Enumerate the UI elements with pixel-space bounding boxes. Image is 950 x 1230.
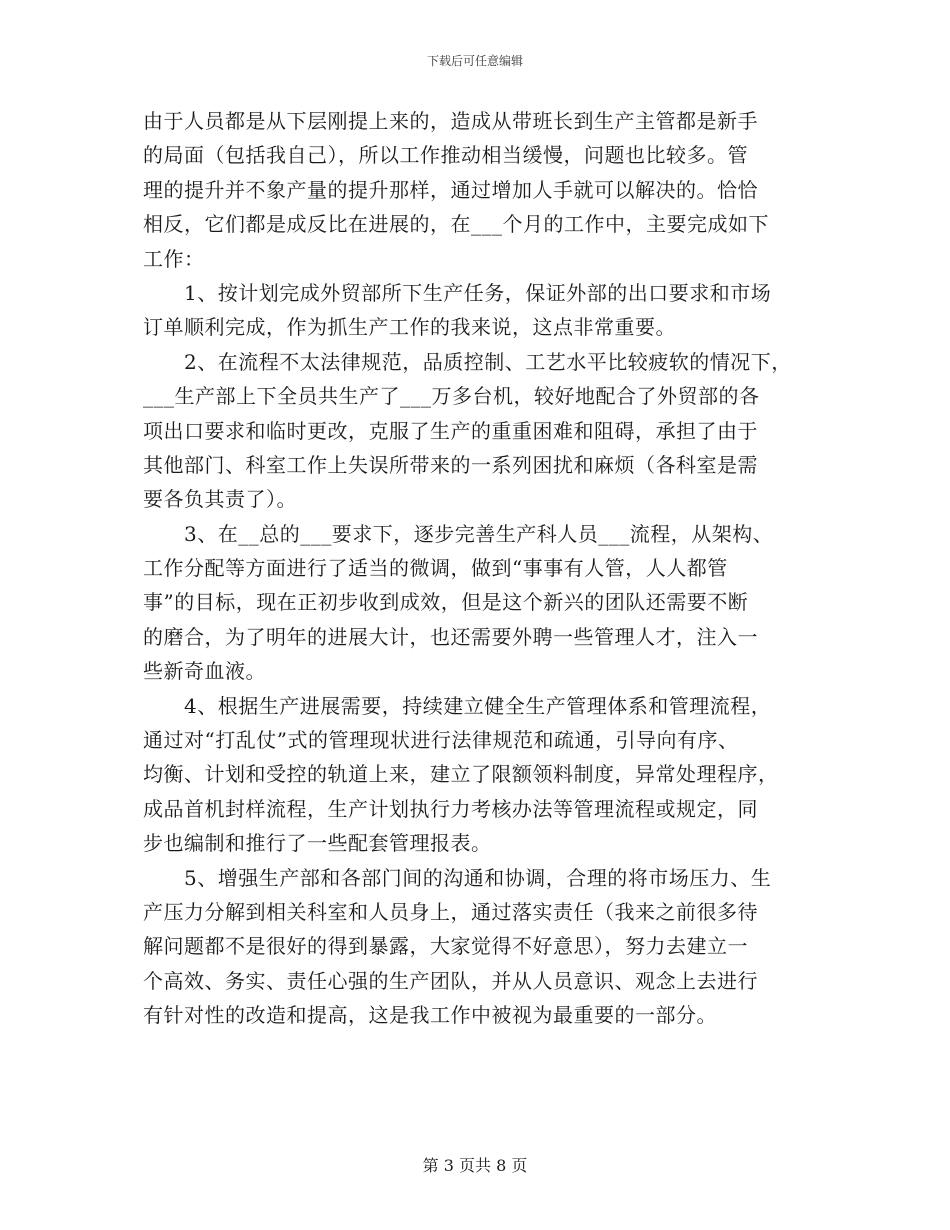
document-body — [143, 104, 823, 1033]
text-line: 的磨合，为了明年的进展大计，也还需要外聘一些管理人才，注入一 — [143, 624, 758, 649]
text-line: 通过对“打乱仗”式的管理现状进行法律规范和疏通，引导向有序、 — [143, 728, 739, 753]
text-line: 成品首机封样流程，生产计划执行力考核办法等管理流程或规定，同 — [143, 796, 758, 821]
text-line: ___生产部上下全员共生产了___万多台机，较好地配合了外贸部的各 — [143, 384, 760, 409]
text-line: 1、按计划完成外贸部所下生产任务，保证外部的出口要求和市场 — [143, 280, 772, 305]
text-line: 2、在流程不太法律规范，品质控制、工艺水平比较疲软的情况下， — [143, 349, 792, 374]
text-line: 解问题都不是很好的得到暴露，大家觉得不好意思），努力去建立一 — [143, 934, 748, 959]
text-line: 相反，它们都是成反比在进展的，在___个月的工作中，主要完成如下 — [143, 212, 769, 237]
text-line: 订单顺利完成，作为抓生产工作的我来说，这点非常重要。 — [143, 315, 676, 340]
page-number-footer: 第 3 页共 8 页 — [422, 1156, 528, 1175]
text-line: 有针对性的改造和提高，这是我工作中被视为最重要的一部分。 — [143, 1003, 717, 1028]
text-line: 由于人员都是从下层刚提上来的，造成从带班长到生产主管都是新手 — [143, 109, 758, 133]
text-line: 工作分配等方面进行了适当的微调，做到“事事有人管，人人都管 — [143, 556, 728, 581]
text-line: 5、增强生产部和各部门间的沟通和协调，合理的将市场压力、生 — [143, 865, 772, 890]
text-line: 事”的目标，现在正初步收到成效，但是这个新兴的团队还需要不断 — [143, 590, 749, 615]
text-line: 些新奇血液。 — [143, 659, 266, 684]
text-line: 其他部门、科室工作上失误所带来的一系列困扰和麻烦（各科室是需 — [143, 452, 758, 477]
text-line: 4、根据生产进展需要，持续建立健全生产管理体系和管理流程， — [143, 693, 772, 718]
text-line: 步也编制和推行了一些配套管理报表。 — [143, 831, 492, 856]
text-line: 项出口要求和临时更改，克服了生产的重重困难和阻碍，承担了由于 — [143, 418, 758, 443]
text-line: 理的提升并不象产量的提升那样，通过增加人手就可以解决的。恰恰 — [143, 177, 758, 202]
text-line: 产压力分解到相关科室和人员身上，通过落实责任（我来之前很多待 — [143, 899, 758, 924]
text-line: 3、在__总的___要求下，逐步完善生产科人员___流程，从架构、 — [143, 521, 774, 546]
text-line: 工作： — [143, 246, 205, 271]
text-line: 个高效、务实、责任心强的生产团队，并从人员意识、观念上去进行 — [143, 968, 758, 993]
text-line: 要各负其责了）。 — [143, 487, 297, 512]
text-line: 均衡、计划和受控的轨道上来，建立了限额领料制度，异常处理程序， — [143, 762, 779, 787]
text-line: 的局面（包括我自己），所以工作推动相当缓慢，问题也比较多。管 — [143, 143, 748, 168]
page-header: 下载后可任意编辑 — [426, 54, 523, 68]
